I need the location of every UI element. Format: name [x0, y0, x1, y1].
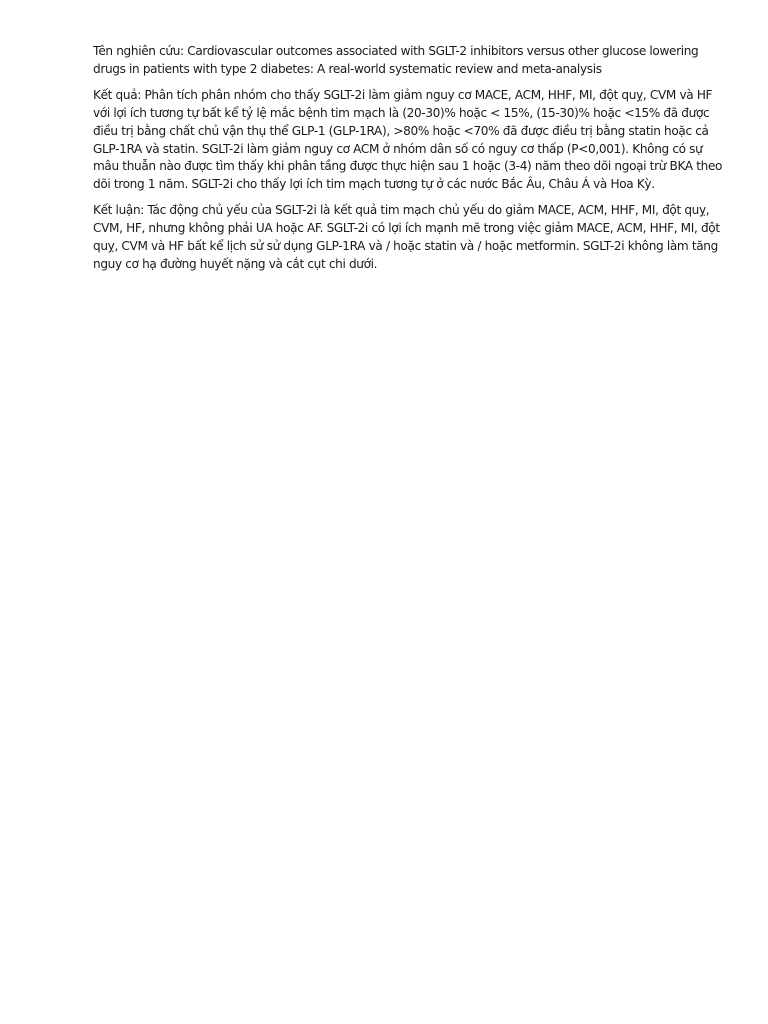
conclusion-paragraph: Kết luận: Tác động chủ yếu của SGLT-2i là kết quả tim mạch chủ yếu do giảm MACE, ACM, HHF, MI, đột quỵ, CVM, HF, nhưng không phải UA hoặc AF. SGLT-2i có lợi ích mạnh mẽ trong việc giảm MACE, ACM, HHF, MI, đột quỵ, CVM và HF bất kể lịch sử sử dụng GLP-1RA và / hoặc statin và / hoặc metformin. SGLT-2i không làm tăng nguy cơ hạ đường huyết nặng và cắt cụt chi dưới.: [93, 203, 720, 271]
study-title-paragraph: Tên nghiên cứu: Cardiovascular outcomes associated with SGLT-2 inhibitors versus other glucose lowering drugs in patients with type 2 diabetes: A real-world systematic review and meta-analysis: [93, 44, 699, 76]
document-body: [93, 43, 723, 282]
results-paragraph: Kết quả: Phân tích phân nhóm cho thấy SGLT-2i làm giảm nguy cơ MACE, ACM, HHF, MI, đột quỵ, CVM và HF với lợi ích tương tự bất kể tỷ lệ mắc bệnh tim mạch là (20-30)% hoặc < 15%, (15-30)% hoặc <15% đã được điều trị bằng chất chủ vận thụ thể GLP-1 (GLP-1RA), >80% hoặc <70% đã được điều trị bằng statin hoặc cả GLP-1RA và statin. SGLT-2i làm giảm nguy cơ ACM ở nhóm dân số có nguy cơ thấp (P<0,001). Không có sự mâu thuẫn nào được tìm thấy khi phân tầng được thực hiện sau 1 hoặc (3-4) năm theo dõi ngoại trừ BKA theo dõi trong 1 năm. SGLT-2i cho thấy lợi ích tim mạch tương tự ở các nước Bắc Âu, Châu Á và Hoa Kỳ.: [93, 87, 723, 192]
